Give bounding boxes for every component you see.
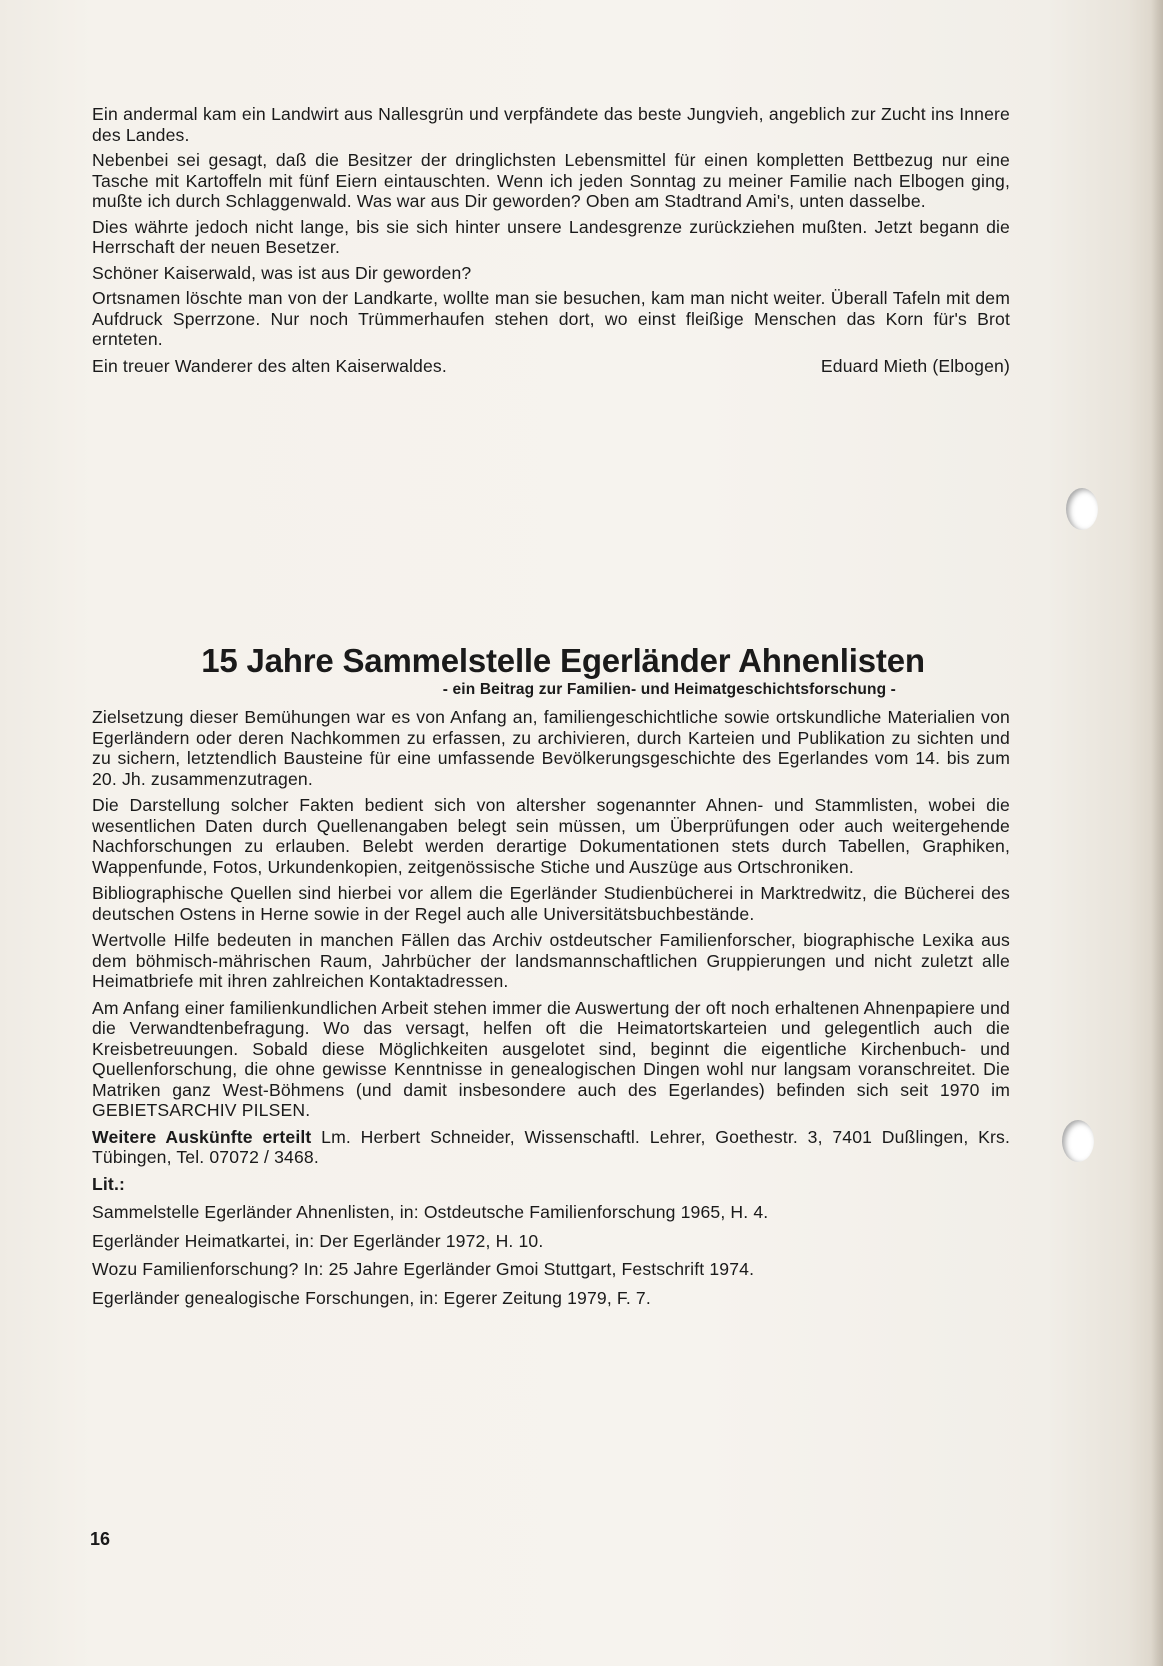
literature-item: Egerländer genealogische Forschungen, in: Egerer Zeitung 1979, F. 7. xyxy=(92,1287,651,1308)
page-number: 16 xyxy=(90,1529,111,1549)
literature-list xyxy=(92,1174,1010,1309)
article-title: 15 Jahre Sammelstelle Egerländer Ahnenlisten xyxy=(201,642,925,679)
article-paragraph: Die Darstellung solcher Fakten bedient sich von altersher sogenannter Ahnen- und Stammlisten, wobei die wesentlichen Daten durch Quellenangaben belegt sein müssen, um Überprüfungen oder auch weitergehende Nachforschungen zu erlauben. Belebt werden derartige Dokumentationen stets durch Tabellen, Graphiken, Wappenfunde, Fotos, Urkundenkopien, zeitgenössische Stiche und Auszüge aus Ortschroniken. xyxy=(92,795,1010,877)
intro-paragraph: Dies währte jedoch nicht lange, bis sie sich hinter unsere Landesgrenze zurückziehen mußten. Jetzt begann die Herrschaft der neuen Besetzer. xyxy=(92,216,1010,257)
literature-label: Lit.: xyxy=(92,1173,125,1194)
punch-hole-top xyxy=(1066,488,1098,530)
intro-paragraph: Nebenbei sei gesagt, daß die Besitzer der dringlichsten Lebensmittel für einen kompletten Bettbezug nur eine Tasche mit Kartoffeln mit fünf Eiern eintauschten. Wenn ich jeden Sonntag zu meiner Familie nach Elbogen ging, mußte ich durch Schlaggenwald. Was war aus Dir geworden? Oben am Stadtrand Ami's, unten dasselbe. xyxy=(92,150,1010,211)
closing-line: Ein treuer Wanderer des alten Kaiserwaldes. xyxy=(92,355,447,376)
contact-paragraph xyxy=(92,1127,1010,1168)
intro-paragraph: Ortsnamen löschte man von der Landkarte, wollte man sie besuchen, kam man nicht weiter. Überall Tafeln mit dem Aufdruck Sperrzone. Nur noch Trümmerhaufen stehen dort, wo einst fleißige Menschen das Korn für's Brot ernteten. xyxy=(92,288,1010,349)
literature-item: Egerländer Heimatkartei, in: Der Egerländer 1972, H. 10. xyxy=(92,1230,544,1251)
literature-item: Sammelstelle Egerländer Ahnenlisten, in: Ostdeutsche Familienforschung 1965, H. 4. xyxy=(92,1202,769,1222)
signature-row xyxy=(92,356,1010,377)
article-paragraph: Am Anfang einer familienkundlichen Arbeit stehen immer die Auswertung der oft noch erhaltenen Ahnenpapiere und die Verwandtenbefragung. Wo das versagt, helfen oft die Heimatortskarteien und gelegentlich auch die Kreisbetreuungen. Sobald diese Möglichkeiten ausgelotet sind, beginnt die eigentliche Kirchenbuch- und Quellenforschung, die ohne gewisse Kenntnisse in genealogischen Dingen wohl nur langsam voranschreitet. Die Matriken ganz West-Böhmens (und damit insbesondere auch des Egerlandes) befinden sich seit 1970 im GEBIETSARCHIV PILSEN. xyxy=(92,997,1010,1120)
contact-text: Lm. Herbert Schneider, Wissenschaftl. Lehrer, Goethestr. 3, 7401 Dußlingen, Krs. Tübingen, Tel. 07072 / 3468. xyxy=(92,1126,1010,1167)
page-edge-shadow xyxy=(1151,0,1163,1666)
article-subtitle: - ein Beitrag zur Familien- und Heimatgeschichtsforschung - xyxy=(442,681,896,698)
literature-item: Wozu Familienforschung? In: 25 Jahre Egerländer Gmoi Stuttgart, Festschrift 1974. xyxy=(92,1259,755,1279)
intro-paragraph: Ein andermal kam ein Landwirt aus Nallesgrün und verpfändete das beste Jungvieh, angeblich zur Zucht ins Innere des Landes. xyxy=(92,104,1010,145)
article xyxy=(92,642,1010,1316)
punch-hole-bottom xyxy=(1062,1120,1094,1162)
article-paragraph: Bibliographische Quellen sind hierbei vor allem die Egerländer Studienbücherei in Marktredwitz, die Bücherei des deutschen Ostens in Herne sowie in der Regel auch alle Universitätsbuchbestände. xyxy=(92,883,1010,924)
contact-lead: Weitere Auskünfte erteilt xyxy=(92,1126,312,1147)
article-paragraph: Wertvolle Hilfe bedeuten in manchen Fällen das Archiv ostdeutscher Familienforscher, biographische Lexika aus dem böhmisch-mährischen Raum, Jahrbücher der landsmannschaftlichen Gruppierungen und nicht zuletzt alle Heimatbriefe mit ihren zahlreichen Kontaktadressen. xyxy=(92,930,1010,991)
article-paragraph: Zielsetzung dieser Bemühungen war es von Anfang an, familiengeschichtliche sowie ortskundliche Materialien von Egerländern oder deren Nachkommen zu erfassen, zu archivieren, durch Karteien und Publikation zu sichten und zu sichern, letztendlich Bausteine für eine umfassende Bevölkerungsgeschichte des Egerlandes vom 14. bis zum 20. Jh. zusammenzutragen. xyxy=(92,707,1010,789)
author-signature: Eduard Mieth (Elbogen) xyxy=(820,355,1010,376)
intro-paragraph: Schöner Kaiserwald, was ist aus Dir geworden? xyxy=(92,262,472,283)
intro-text-block xyxy=(92,104,1010,376)
